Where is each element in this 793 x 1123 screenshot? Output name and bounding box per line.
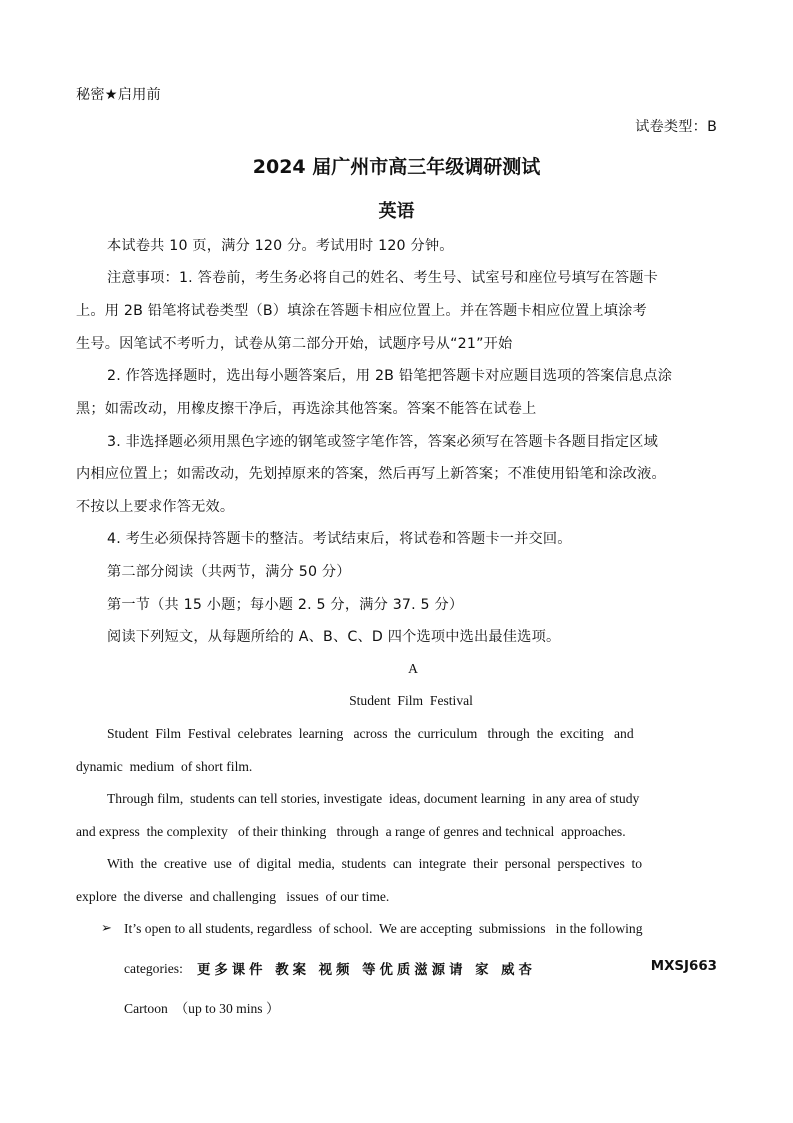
notice-line: 上。用 2B 铅笔将试卷类型（B）填涂在答题卡相应位置上。并在答题卡相应位置上填涂考 [76, 303, 647, 319]
passage-heading: Student Film Festival [349, 693, 473, 708]
exam-title: 2024 届广州市高三年级调研测试 [252, 156, 541, 178]
section-sub-heading: 第一节（共 15 小题；每小题 2. 5 分，满分 37. 5 分） [107, 597, 464, 613]
passage-line: Through film, students can tell stories, investigate ideas, document learning in any area of study [107, 791, 640, 806]
subject-title: 英语 [378, 201, 415, 222]
passage-line: Student Film Festival celebrates learning across the curriculum through the exciting and [107, 726, 634, 741]
notice-line: 生号。因笔试不考听力，试卷从第二部分开始，试题序号从“21”开始 [76, 336, 513, 352]
passage-line: explore the diverse and challenging issues of our time. [76, 889, 390, 904]
notice-line: 不按以上要求作答无效。 [76, 499, 235, 515]
categories-label: categories: [124, 961, 183, 976]
confidential-label: 秘密★启用前 [76, 87, 161, 103]
bullet-line: It’s open to all students, regardless of school. We are accepting submissions in the following [124, 921, 643, 936]
notice-line: 内相应位置上；如需改动，先划掉原来的答案，然后再写上新答案；不准使用铅笔和涂改液。 [76, 466, 666, 482]
notice-line: 4. 考生必须保持答题卡的整洁。考试结束后，将试卷和答题卡一并交回。 [107, 531, 572, 547]
passage-line: and express the complexity of their thinking through a range of genres and technical approaches. [76, 824, 626, 839]
promo-text: 更多课件 教案 视频 等优质滋源请 家 威杏 [197, 963, 536, 978]
intro-line: 本试卷共 10 页，满分 120 分。考试用时 120 分钟。 [107, 238, 454, 254]
notice-line: 注意事项：1. 答卷前，考生务必将自己的姓名、考生号、试室号和座位号填写在答题卡 [107, 270, 658, 286]
passage-letter: A [408, 661, 418, 676]
category-item: Cartoon （up to 30 mins ） [124, 1001, 280, 1016]
passage-line: With the creative use of digital media, students can integrate their personal perspectives to [107, 856, 643, 871]
section-instruction: 阅读下列短文，从每题所给的 A、B、C、D 四个选项中选出最佳选项。 [107, 629, 561, 645]
notice-line: 3. 非选择题必须用黑色字迹的钢笔或签字笔作答，答案必须写在答题卡各题目指定区域 [107, 434, 658, 450]
notice-line: 黑；如需改动，用橡皮擦干净后，再选涂其他答案。答案不能答在试卷上 [76, 401, 537, 417]
notice-line: 2. 作答选择题时，选出每小题答案后，用 2B 铅笔把答题卡对应题目选项的答案信息点涂 [107, 368, 673, 384]
paper-type-label: 试卷类型：B [635, 119, 717, 135]
promo-code: MXSJ663 [650, 959, 717, 974]
bullet-arrow-icon: ➢ [101, 921, 112, 936]
passage-line: dynamic medium of short film. [76, 759, 253, 774]
section-part-heading: 第二部分阅读（共两节，满分 50 分） [107, 564, 351, 580]
